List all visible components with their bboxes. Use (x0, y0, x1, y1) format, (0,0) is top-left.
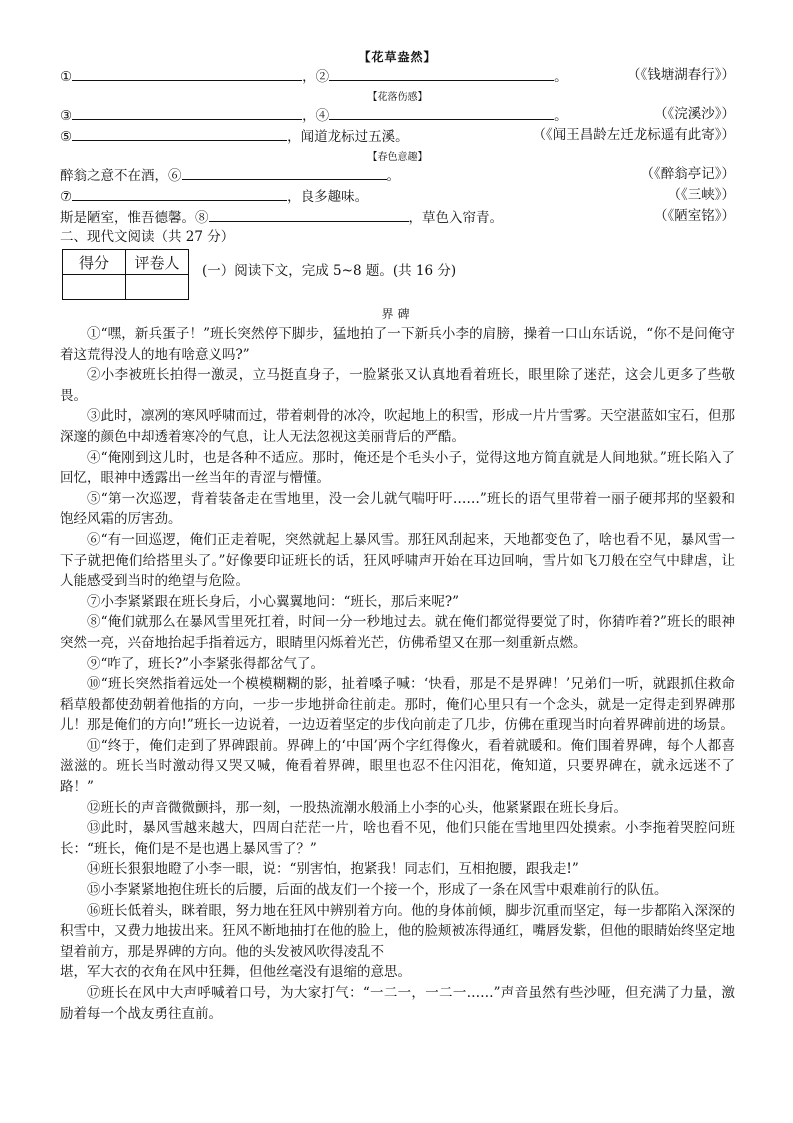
grader-cell[interactable] (126, 275, 189, 300)
article-paragraph: ⑰班长在风中大声呼喊着口号，为大家打气：“一二一，一二一……”声音虽然有些沙哑，但充满了力量，激励着每一个战友勇往直前。 (60, 985, 735, 1022)
separator: ，④ (302, 108, 330, 124)
article-paragraph: 堪，军大衣的衣角在风中狂舞，但他丝毫没有退缩的意思。 (60, 964, 411, 981)
article-paragraph: ⑤“第一次巡逻，背着装备走在雪地里，没一会儿就气喘吁吁……”班长的语气里带着一丽子硬邦邦的坚毅和饱经风霜的厉害劲。 (60, 490, 735, 528)
poetry-row-3 (60, 125, 735, 146)
poem-line: 醉翁之意不在酒，⑥ (60, 168, 182, 184)
article-paragraph: ⑯班长低着头，眯着眼，努力地在狂风中辨别着方向。他的身体前倾，脚步沉重而坚定，每一步都陷入深深的积雪中，又费力地拔出来。狂风不断地抽打在他的脸上，他的脸颊被冻得通红，嘴唇发紫，但他的眼睛始终坚定地望着前方，那是界碑的方向。他的头发被风吹得凌乱不 (60, 902, 735, 960)
poetry-row-5 (60, 185, 735, 206)
article-paragraph: ⑨“咋了，班长?”小李紧张得都岔气了。 (87, 655, 325, 672)
blank-number-1: ① (60, 69, 73, 85)
score-cell[interactable] (63, 275, 126, 300)
answer-blank-3[interactable] (72, 104, 302, 120)
grader-label: 评卷人 (126, 250, 189, 275)
punctuation: 。 (386, 168, 400, 184)
poetry-row-2 (60, 104, 735, 125)
blank-number-3: ③ (60, 108, 73, 124)
article-paragraph: ①“嘿，新兵蛋子！”班长突然停下脚步，猛地拍了一下新兵小李的肩膀，操着一口山东话说，“你不是问俺守着这荒得没人的地有啥意义吗?” (60, 326, 735, 363)
blank-number-5: ⑤ (60, 129, 73, 145)
exam-page (60, 48, 735, 1024)
score-table (62, 249, 189, 300)
blank-number-7: ⑦ (60, 189, 73, 205)
poem-source: （《醉翁亭记》） (640, 166, 735, 182)
article-paragraph: ⑪“终于，俺们走到了界碑跟前。界碑上的‘中国’两个字红得像火，看着就暖和。俺们围着界碑，每个人都喜滋滋的。班长当时激动得又哭又喊，俺看着界碑，眼里也忍不住闪泪花，俺知道，只要界碑在，就永远迷不了路！” (60, 737, 735, 796)
poem-source: （《闻王昌龄左迁龙标遥有此寄》） (532, 127, 735, 143)
punctuation: 。 (554, 69, 568, 85)
article-paragraph: ③此时，凛冽的寒风呼啸而过，带着刺骨的冰冷，吹起地上的积雪，形成一片片雪雾。天空湛蓝如宝石，但那深邃的颜色中却透着寒冷的气息，让人无法忽视这美丽背后的严酷。 (60, 408, 735, 445)
answer-blank-2[interactable] (329, 65, 554, 81)
score-label: 得分 (63, 250, 126, 275)
poetry-row-6 (60, 206, 735, 227)
answer-blank-7[interactable] (72, 185, 287, 201)
article-paragraph: ⑬此时，暴风雪越来越大，四周白茫茫一片，啥也看不见，他们只能在雪地里四处摸索。小李拖着哭腔问班长：“班长，俺们是不是也遇上暴风雪了？” (60, 820, 735, 857)
poem-source: （《陋室铭》） (654, 208, 735, 224)
answer-blank-6[interactable] (182, 164, 387, 180)
section-title: 二、现代文阅读（共 27 分） (60, 229, 235, 245)
score-area (60, 249, 735, 301)
article-paragraph: ②小李被班长拍得一激灵，立马挺直身子，一脸紧张又认真地看着班长，眼里除了迷茫，这会儿更多了些敬畏。 (60, 367, 735, 404)
poem-line: ，闻道龙标过五溪。 (287, 129, 409, 145)
poetry-row-4 (60, 164, 735, 185)
answer-blank-1[interactable] (72, 65, 302, 81)
separator: ，② (302, 69, 330, 85)
poem-line: 斯是陋室，惟吾德馨。⑧ (60, 210, 209, 226)
poetry-heading-flowers: 【花草盎然】 (358, 50, 437, 64)
article-title: 界碑 (381, 307, 414, 321)
punctuation: 。 (554, 108, 568, 124)
poem-source: （《钱塘湖春行》） (627, 67, 735, 83)
poetry-heading-falling: 【花落伤感】 (367, 92, 428, 103)
reading-task-instruction: (一）阅读下文，完成 5~8 题。(共 16 分) (202, 263, 457, 279)
article-paragraph: ⑦小李紧紧跟在班长身后，小心翼翼地问：“班长，那后来呢?” (87, 593, 460, 610)
article-paragraph: ⑩“班长突然指着远处一个模模糊糊的影，扯着嗓子喊：‘快看，那是不是界碑！’兄弟们一听，就跟抓住救命稻草般都使劲朝着他指的方向，一步一步地拼命往前走。那时，俺们心里只有一个念头，就是一定得走到界碑那儿！那是俺们的方向!”班长一边说着，一边迈着坚定的步伐向前走了几步，仿佛在重现当时向着界碑前进的场景。 (60, 676, 735, 734)
article-paragraph: ⑥“有一回巡逻，俺们正走着呢，突然就起上暴风雪。那狂风刮起来，天地都变色了，啥也看不见，暴风雪一下子就把俺们给搭里头了。”好像要印证班长的话，狂风呼啸声开始在耳边回响，雪片如飞刀般在空气中肆虐，让人能感受到当时的绝望与危险。 (60, 531, 735, 590)
poem-source: （《三峡》） (667, 187, 735, 203)
article-paragraph: ④“俺刚到这儿时，也是各种不适应。那时，俺还是个毛头小子，觉得这地方简直就是人间地狱。”班长陷入了回忆，眼神中透露出一丝当年的青涩与懵懂。 (60, 449, 735, 487)
article-paragraph: ⑧“俺们就那么在暴风雪里死扛着，时间一分一秒地过去。就在俺们都觉得要觉了时，你猜咋着?”班长的眼神突然一亮，兴奋地抬起手指着远方，眼睛里闪烁着光芒，仿佛希望又在那一刻重新点燃。 (60, 614, 735, 651)
poetry-row-1 (60, 65, 735, 86)
article-paragraph: ⑫班长的声音微微颤抖，那一刻，一股热流潮水般涌上小李的心头，他紧紧跟在班长身后。 (87, 799, 627, 816)
article-paragraph: ⑭班长狠狠地瞪了小李一眼，说：“别害怕，抱紧我！同志们，互相抱腰，跟我走!” (87, 861, 579, 878)
answer-blank-4[interactable] (329, 104, 554, 120)
poem-line-end: ，草色入帘青。 (408, 210, 503, 226)
poem-source: （《浣溪沙》） (654, 106, 735, 122)
article-paragraph: ⑮小李紧紧地抱住班长的后腰，后面的战友们一个接一个，形成了一条在风雪中艰难前行的队伍。 (87, 882, 668, 899)
article-body (60, 324, 735, 1024)
poem-line: ，良多趣味。 (287, 189, 369, 205)
answer-blank-5[interactable] (72, 125, 287, 141)
poetry-heading-spring: 【春色意趣】 (367, 152, 428, 163)
answer-blank-8[interactable] (209, 206, 409, 222)
